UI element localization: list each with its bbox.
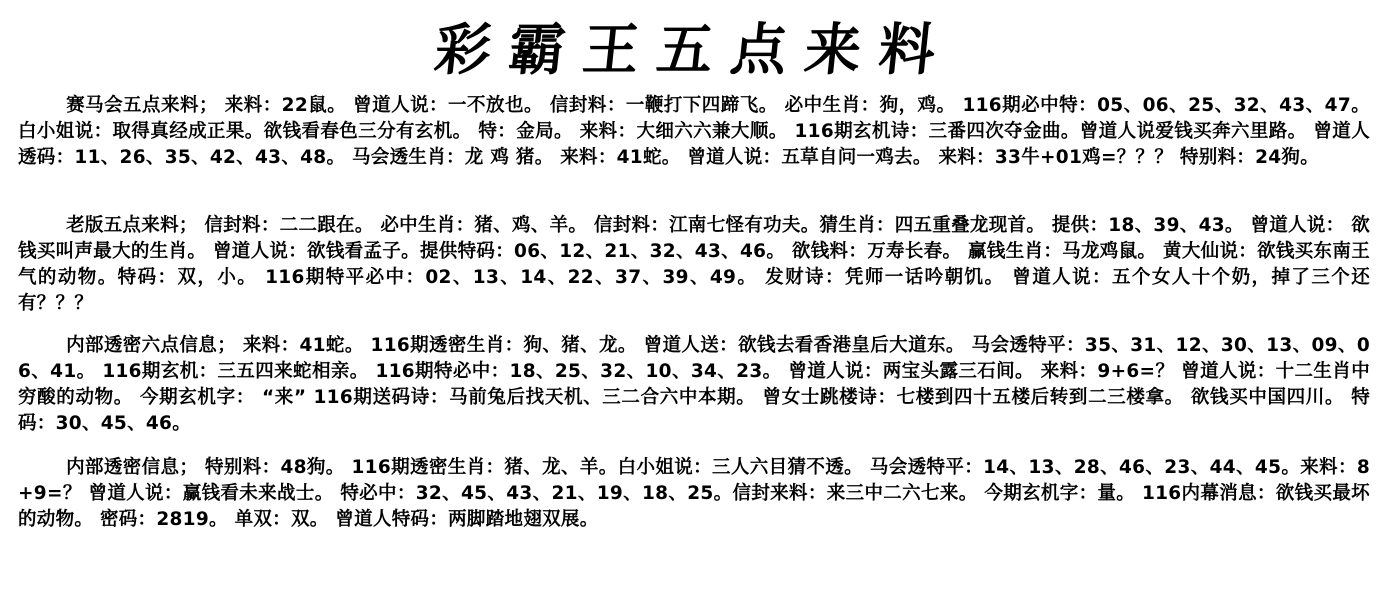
page-title: 彩霸王五点来料	[431, 17, 957, 83]
paragraph-neibu-liudian: 内部透密六点信息； 来料：41蛇。 116期透密生肖：狗、猪、龙。 曾道人送：欲钱去看香港皇后大道东。 马会透特平：35、31、12、30、13、09、06、41。 116期玄机：三五四来蛇相亲。 116期特必中：18、25、32、10、34、23。 曾道人说：两宝头露三石间。 来料：9+6=？ 曾道人说：十二生肖中穷酸的动物。 今期玄机字： “来” 116期送码诗：马前兔后找天机、三二合六中本期。 曾女士跳楼诗：七楼到四十五楼后转到二三楼拿。 欲钱买中国四川。 特码：30、45、46。	[18, 335, 1370, 434]
paragraph-laoban: 老版五点来料； 信封料：二二跟在。 必中生肖：猪、鸡、羊。 信封料：江南七怪有功夫。猜生肖：四五重叠龙现首。 提供：18、39、43。 曾道人说： 欲钱买叫声最大的生肖。 曾道人说：欲钱看孟子。提供特码：06、12、21、32、43、46。 欲钱料：万寿长春。 赢钱生肖：马龙鸡鼠。 黄大仙说：欲钱买东南王气的动物。特码：双，小。 116期特平必中：02、13、14、22、37、39、49。 发财诗：凭师一话吟朝饥。 曾道人说：五个女人十个奶，掉了三个还有？？？	[18, 215, 1370, 314]
paragraph-neibu: 内部透密信息； 特别料：48狗。 116期透密生肖：猪、龙、羊。白小姐说：三人六目猜不透。 马会透特平：14、13、28、46、23、44、45。来料：8+9=？ 曾道人说：赢钱看未来战士。 特必中：32、45、43、21、19、18、25。信封来料：来三中二六七来。 今期玄机字：量。 116内幕消息：欲钱买最坏的动物。 密码：2819。 单双：双。 曾道人特码：两脚踏地翅双展。	[18, 457, 1370, 530]
paragraph-saimahui: 赛马会五点来料； 来料：22鼠。 曾道人说：一不放也。 信封料：一鞭打下四蹄飞。 必中生肖：狗，鸡。 116期必中特：05、06、25、32、43、47。白小姐说：取得真经成正果。欲钱看春色三分有玄机。 特：金局。 来料：大细六六兼大顺。 116期玄机诗：三番四次夺金曲。曾道人说爱钱买奔六里路。 曾道人透码：11、26、35、42、43、48。 马会透生肖：龙 鸡 猪。 来料：41蛇。 曾道人说：五草自问一鸡去。 来料：33牛+01鸡=？？？ 特别料：24狗。	[18, 95, 1370, 168]
